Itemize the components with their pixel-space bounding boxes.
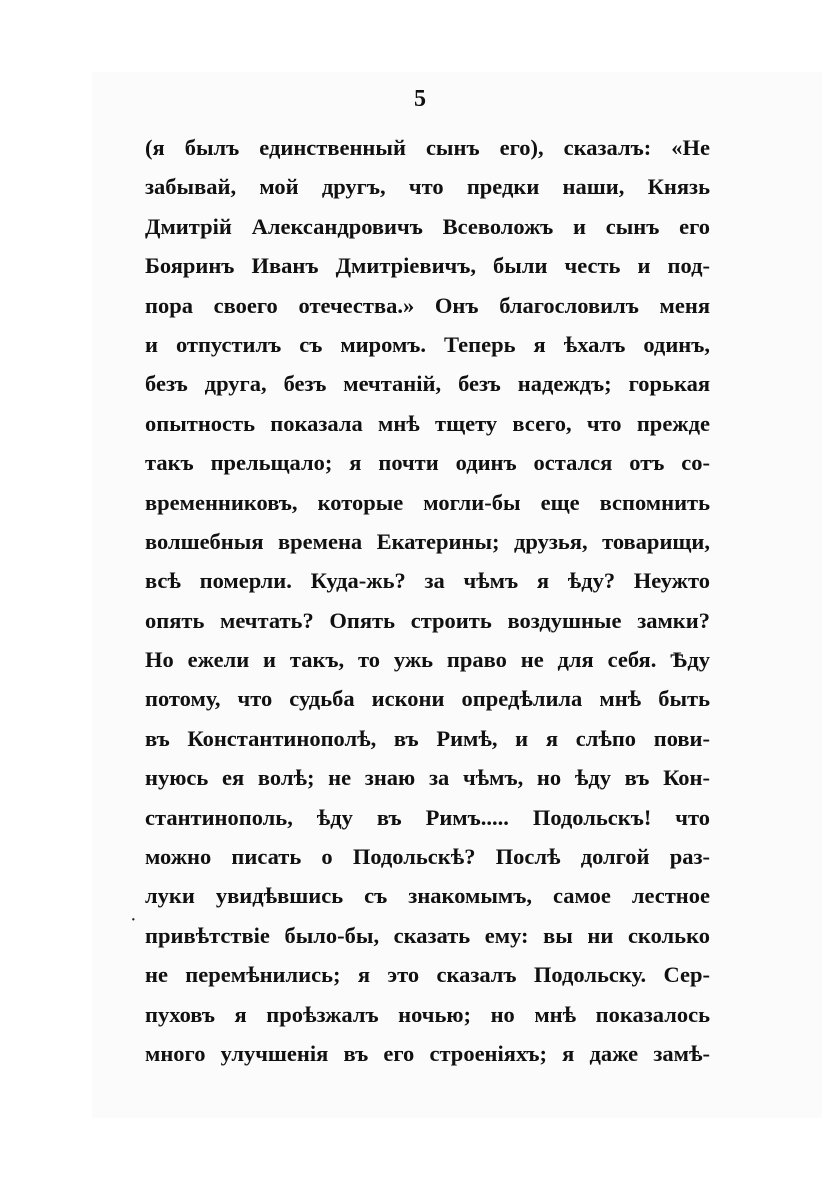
- text-line: потому, что судьба искони опредѣлила мнѣ быть: [145, 686, 710, 712]
- text-line: луки увидѣвшись съ знакомымъ, самое лестное: [145, 883, 710, 909]
- text-line: и отпустилъ съ миромъ. Теперь я ѣхалъ одинъ,: [145, 331, 710, 357]
- text-line: такъ прельщало; я почти одинъ остался отъ со-: [145, 450, 710, 476]
- text-line: опытность показала мнѣ тщету всего, что прежде: [145, 410, 710, 436]
- text-line: пора своего отечества.» Онъ благословилъ меня: [145, 292, 710, 318]
- margin-mark: ·: [130, 909, 137, 931]
- text-line: Дмитрій Александровичъ Всеволожъ и сынъ его: [145, 213, 710, 239]
- text-line: много улучшенія въ его строеніяхъ; я даже замѣ-: [145, 1040, 710, 1066]
- page-number: 5: [414, 86, 426, 112]
- text-line: временниковъ, которые могли-бы еще вспомнить: [145, 489, 710, 515]
- text-line: можно писать о Подольскѣ? Послѣ долгой раз-: [145, 844, 710, 870]
- text-line: (я былъ единственный сынъ его), сказалъ: «Не: [145, 135, 710, 160]
- text-line: стантинополь, ѣду въ Римъ..... Подольскъ! что: [145, 804, 710, 830]
- text-line: волшебныя времена Екатерины; друзья, товарищи,: [145, 528, 710, 554]
- text-line: не перемѣнились; я это сказалъ Подольску. Сер-: [145, 962, 710, 988]
- text-line: опять мечтать? Опять строить воздушные замки?: [145, 607, 710, 633]
- text-line: пуховъ я проѣзжалъ ночью; но мнѣ показалось: [145, 1001, 710, 1027]
- text-line: Бояринъ Иванъ Дмитріевичъ, были честь и под-: [145, 253, 710, 279]
- text-line: Но ежели и такъ, то ужь право не для себя. Ѣду: [145, 647, 710, 673]
- text-line: всѣ померли. Куда-жь? за чѣмъ я ѣду? Неужто: [145, 568, 710, 594]
- text-line: нуюсь ея волѣ; не знаю за чѣмъ, но ѣду въ Кон-: [145, 765, 710, 791]
- text-line: привѣтствіе было-бы, сказать ему: вы ни сколько: [145, 922, 710, 948]
- text-line: безъ друга, безъ мечтаній, безъ надеждъ; горькая: [145, 371, 710, 397]
- body-text: [145, 128, 710, 1073]
- text-line: забывай, мой другъ, что предки наши, Князь: [145, 174, 710, 200]
- text-line: въ Константинополѣ, въ Римѣ, и я слѣпо пови-: [145, 725, 710, 751]
